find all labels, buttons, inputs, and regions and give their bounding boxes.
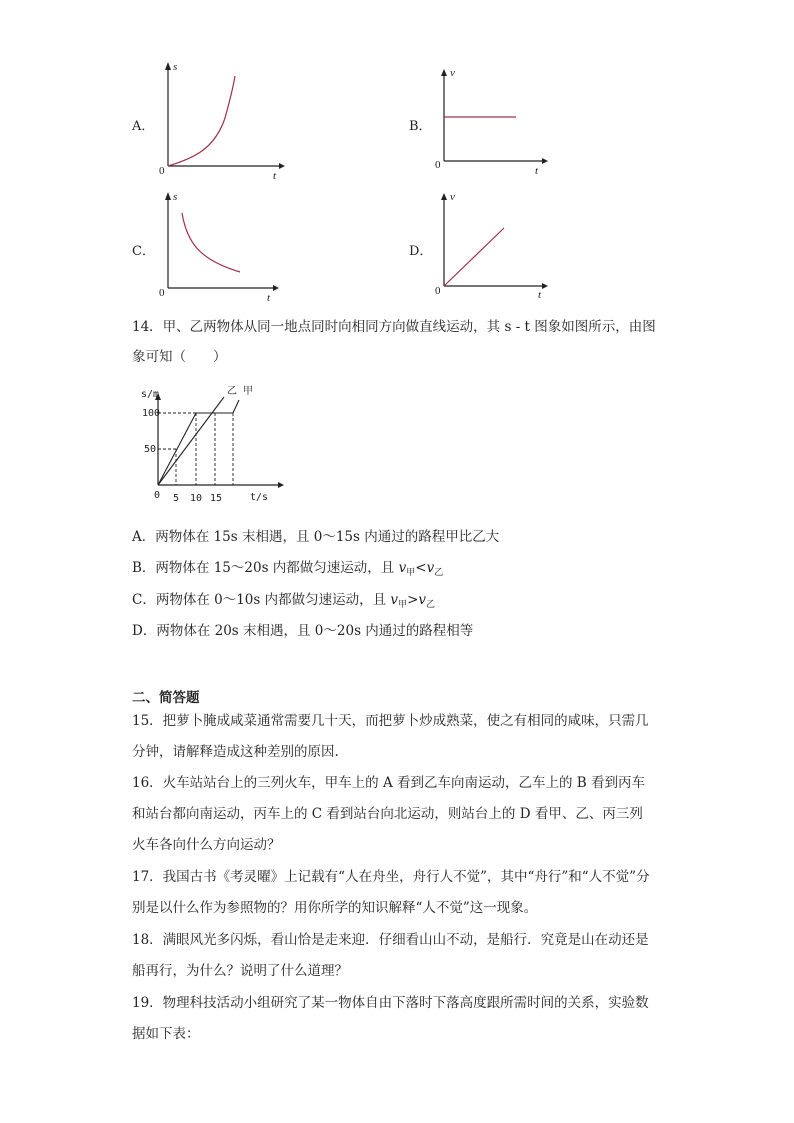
option-d-graph xyxy=(430,190,550,302)
q17-line1: 17．我国古书《考灵曜》上记载有“人在舟坐，舟行人不觉”，其中“舟行”和“人不觉”分 xyxy=(132,869,650,885)
origin-label: 0 xyxy=(435,159,441,171)
origin-label: 0 xyxy=(159,165,165,177)
q14-choice-a[interactable]: A．两物体在 15s 末相遇，且 0～15s 内通过的路程甲比乙大 xyxy=(132,529,500,545)
x-tick-15: 15 xyxy=(210,493,223,504)
option-c-label: C． xyxy=(132,244,155,259)
q15-line2: 分钟，请解释造成这种差别的原因. xyxy=(132,744,339,760)
y-tick-50: 50 xyxy=(144,444,157,455)
q19-line1: 19．物理科技活动小组研究了某一物体自由下落时下落高度跟所需时间的关系，实验数 xyxy=(132,995,649,1011)
q14-stem-line2: 象可知（ ） xyxy=(132,349,227,365)
y-axis-label: v xyxy=(450,191,455,203)
option-a-graph xyxy=(155,58,285,183)
q16-line2: 和站台都向南运动，丙车上的 C 看到站台向北运动，则站台上的 D 看甲、乙、丙三列 xyxy=(132,806,643,822)
q18-line1: 18．满眼风光多闪烁，看山恰是走来迎．仔细看山山不动，是船行．究竟是山在动还是 xyxy=(132,932,649,948)
st-x-axis-label: t/s xyxy=(250,492,269,503)
x-axis-label: t xyxy=(535,165,539,177)
x-axis-label: t xyxy=(267,292,271,303)
q16-line1: 16．火车站站台上的三列火车，甲车上的 A 看到乙车向南运动，乙车上的 B 看到丙车 xyxy=(132,775,646,791)
x-axis-label: t xyxy=(273,170,277,182)
linear-line xyxy=(444,228,504,286)
y-axis-label: s xyxy=(173,61,178,73)
x-tick-10: 10 xyxy=(190,493,203,504)
y-axis-label: s xyxy=(173,191,178,203)
st-y-axis-label: s/m xyxy=(141,389,160,400)
q14-choice-b[interactable]: B．两物体在 15～20s 内都做匀速运动，且 $v_甲<v_乙$ xyxy=(132,560,444,578)
option-b-label: B． xyxy=(409,119,432,134)
option-a-label: A． xyxy=(132,119,155,134)
option-c-graph xyxy=(155,188,280,303)
q18-line2: 船再行，为什么？说明了什么道理？ xyxy=(132,963,348,979)
q14-st-graph xyxy=(138,378,288,508)
q16-line3: 火车各向什么方向运动？ xyxy=(132,837,281,853)
st-origin-label: 0 xyxy=(154,490,161,501)
x-axis-label: t xyxy=(538,289,542,301)
option-b-graph xyxy=(430,66,550,178)
decreasing-curve xyxy=(182,213,240,272)
q17-line2: 别是以什么作为参照物的？用你所学的知识解释“人不觉”这一现象。 xyxy=(132,900,538,916)
x-tick-5: 5 xyxy=(173,493,180,504)
origin-label: 0 xyxy=(435,285,441,297)
origin-label: 0 xyxy=(159,287,165,299)
option-d-label: D． xyxy=(409,244,433,259)
legend-yi: 乙 xyxy=(227,386,237,397)
exponential-curve xyxy=(168,76,235,166)
y-tick-100: 100 xyxy=(142,408,161,419)
q14-choice-d[interactable]: D．两物体在 20s 末相遇，且 0～20s 内通过的路程相等 xyxy=(132,623,474,639)
section-title: 二、简答题 xyxy=(132,690,200,706)
y-axis-label: v xyxy=(450,67,455,79)
line-yi xyxy=(158,397,224,485)
q15-line1: 15．把萝卜腌成咸菜通常需要几十天，而把萝卜炒成熟菜，使之有相同的咸味，只需几 xyxy=(132,713,649,729)
legend-jia: 甲 xyxy=(243,386,253,397)
q14-choice-c[interactable]: C．两物体在 0～10s 内都做匀速运动，且 $v_甲>v_乙$ xyxy=(132,592,436,610)
q19-line2: 据如下表： xyxy=(132,1026,200,1042)
q14-stem-line1: 14．甲、乙两物体从同一地点同时向相同方向做直线运动，其 s - t 图象如图所示，由图 xyxy=(132,319,656,335)
